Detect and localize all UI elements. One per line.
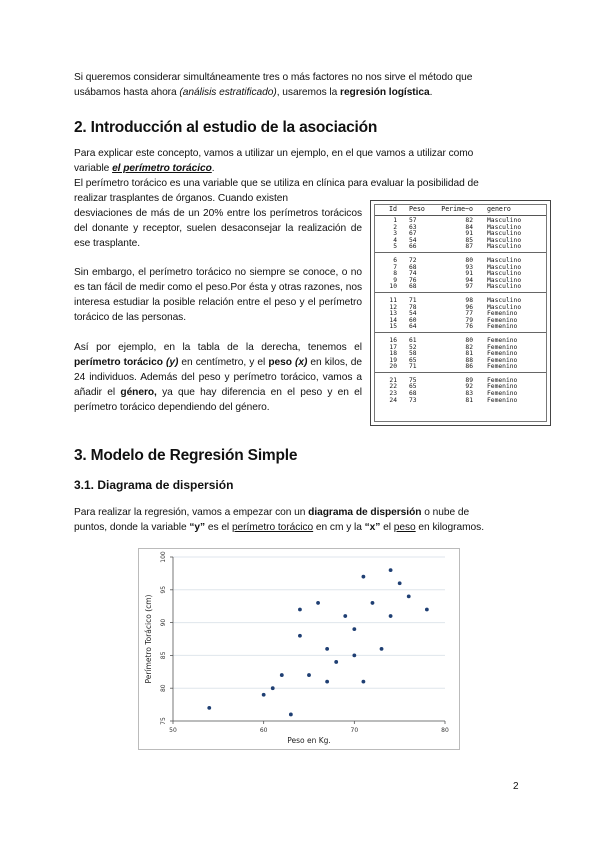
table-cell: Femenino (487, 356, 518, 364)
data-point (289, 713, 293, 717)
table-cell: Masculino (487, 230, 522, 238)
table-cell: 68 (409, 283, 417, 291)
intro-line-1: Si queremos considerar simultáneamente tres o más factores no nos sirve el método que (74, 72, 473, 83)
table-cell: 65 (409, 383, 417, 391)
table-cell: 20 (389, 363, 397, 371)
section-2-title: 2. Introducción al estudio de la asociación (74, 119, 378, 136)
s2-p1-line-1: Para explicar este concepto, vamos a utilizar un ejemplo, en el que vamos a utilizar como (74, 148, 474, 159)
table-cell: 76 (465, 323, 473, 331)
y-tick-label: 100 (160, 551, 167, 563)
table-cell: 67 (409, 230, 417, 238)
y-tick-label: 75 (160, 717, 167, 725)
section-3-paragraph (74, 505, 528, 535)
table-cell: Masculino (487, 217, 522, 224)
table-cell: 13 (389, 310, 397, 318)
x-tick-label: 60 (259, 727, 268, 734)
section-2-paragraph-4 (74, 340, 362, 415)
s3-text: o nube de (421, 507, 470, 518)
table-cell: 87 (465, 243, 473, 251)
table-cell: 23 (389, 390, 397, 398)
table-cell: 22 (389, 383, 397, 391)
table-cell: 66 (409, 243, 417, 251)
scatter-plot-svg (139, 549, 459, 749)
table-cell: 88 (465, 356, 473, 364)
data-point (280, 673, 284, 677)
table-row (375, 338, 546, 345)
table-cell: 57 (409, 217, 417, 224)
table-cell: 12 (389, 303, 397, 311)
table-cell: 76 (409, 276, 417, 284)
x-tick-label: 70 (350, 727, 359, 734)
table-cell: 1 (393, 217, 397, 224)
table-row (375, 378, 546, 385)
table-cell: 54 (409, 236, 417, 244)
table-cell: 3 (393, 230, 397, 238)
intro-text: . (429, 87, 433, 98)
table-cell: Femenino (487, 343, 518, 351)
table-cell: 74 (409, 270, 417, 278)
table-cell: 81 (465, 396, 473, 404)
table-cell: 61 (409, 336, 417, 344)
page-number: 2 (513, 781, 519, 792)
s3-quote-x: “x” (364, 522, 381, 533)
table-cell: 18 (389, 350, 397, 358)
table-cell: 91 (465, 270, 473, 278)
table-cell: 8 (393, 270, 397, 278)
table-cell: Femenino (487, 316, 518, 324)
s2-p4-var-y: (y) (165, 357, 179, 368)
table-cell: 68 (409, 263, 417, 271)
data-point (371, 601, 375, 605)
table-cell: 14 (389, 316, 397, 324)
table-cell: Femenino (487, 310, 518, 318)
data-point (407, 594, 411, 598)
s2-p4-text: ya que hay diferencia en el peso y en el perímetro torácico dependiendo del género. (74, 387, 362, 413)
section-3-title: 3. Modelo de Regresión Simple (74, 447, 298, 464)
table-cell: Femenino (487, 390, 518, 398)
data-point (325, 680, 329, 684)
data-point (298, 608, 302, 612)
data-point (352, 654, 356, 658)
table-cell: Masculino (487, 283, 522, 291)
table-cell: Femenino (487, 363, 518, 371)
s3-text: es el (205, 522, 232, 533)
table-cell: Masculino (487, 243, 522, 251)
s3-quote-y: “y” (189, 522, 206, 533)
table-cell: 52 (409, 343, 417, 351)
intro-paragraph (74, 70, 528, 100)
table-row (375, 358, 546, 365)
s2-p2-line-2: realizar trasplantes de órganos. Cuando existen (74, 193, 288, 204)
table-cell: 2 (393, 223, 397, 231)
table-cell: 63 (409, 223, 417, 231)
intro-emphasis: (análisis estratificado) (179, 87, 277, 98)
intro-text: , usaremos la (276, 87, 341, 98)
data-point (334, 660, 338, 664)
data-point (362, 680, 366, 684)
s3-underlined: peso (393, 522, 416, 533)
table-cell: 65 (409, 356, 417, 364)
table-cell: 10 (389, 283, 397, 291)
table-cell: Masculino (487, 223, 522, 231)
table-cell: 17 (389, 343, 397, 351)
data-point (389, 614, 393, 618)
table-cell: 86 (465, 363, 473, 371)
s3-text: puntos, donde la variable (74, 522, 190, 533)
data-point (262, 693, 266, 697)
x-tick-label: 80 (441, 727, 449, 734)
s3-underlined: perímetro torácico (231, 522, 314, 533)
table-cell: Femenino (487, 336, 518, 344)
data-table (370, 200, 551, 426)
y-tick-label: 80 (160, 684, 167, 693)
table-cell: 94 (465, 276, 473, 284)
s2-p4-var-x: (x) (295, 357, 308, 368)
table-cell: 85 (465, 236, 473, 244)
data-point (207, 706, 211, 710)
table-row (375, 324, 546, 331)
data-point (380, 647, 384, 651)
data-point (343, 614, 347, 618)
table-cell: 4 (393, 236, 397, 244)
s3-text: en kilogramos. (415, 522, 484, 533)
y-tick-label: 95 (160, 585, 167, 594)
table-cell: 21 (389, 376, 397, 384)
s2-p4-text: Así por ejemplo, en la tabla de la derecha, tenemos el (74, 342, 362, 353)
x-axis-label: Peso en Kg. (287, 736, 331, 745)
table-cell: 58 (409, 350, 417, 358)
table-row (375, 351, 546, 358)
table-row (375, 284, 546, 291)
s2-p4-text: en centímetro, y el (178, 357, 269, 368)
table-cell: 83 (465, 390, 473, 398)
intro-line-2 (74, 85, 528, 100)
x-tick-label: 50 (169, 727, 177, 734)
s2-p4-bold: perímetro torácico (74, 357, 163, 368)
table-cell: Femenino (487, 350, 518, 358)
s2-text: variable (74, 163, 113, 174)
table-cell: 92 (465, 383, 473, 391)
data-point (389, 568, 393, 572)
intro-bold: regresión logística (340, 87, 430, 98)
table-cell: 68 (409, 390, 417, 398)
table-header-cell: Peso (409, 205, 425, 213)
table-cell: 79 (465, 316, 473, 324)
data-point (271, 686, 275, 690)
s3-line-2 (74, 520, 528, 535)
table-cell: 93 (465, 263, 473, 271)
data-point (325, 647, 329, 651)
table-cell: 7 (393, 263, 397, 271)
table-cell: 5 (393, 243, 397, 251)
table-cell: 15 (389, 323, 397, 331)
section-2-paragraph-1 (74, 146, 528, 206)
s2-variable-name: el perímetro torácico (112, 163, 212, 174)
table-header-cell: Id (389, 205, 397, 213)
table-cell: 71 (409, 296, 417, 304)
table-cell: 19 (389, 356, 397, 364)
table-cell: Masculino (487, 256, 522, 264)
table-row (375, 305, 546, 312)
table-cell: Masculino (487, 296, 522, 304)
table-cell: 96 (465, 303, 473, 311)
data-point (352, 627, 356, 631)
table-cell: 9 (393, 276, 397, 284)
table-cell: 54 (409, 310, 417, 318)
table-cell: 75 (409, 376, 417, 384)
table-cell: 91 (465, 230, 473, 238)
s2-p1-line-2 (74, 161, 528, 176)
table-cell: Masculino (487, 236, 522, 244)
s2-p4-bold: género, (120, 387, 157, 398)
y-tick-label: 90 (160, 618, 167, 627)
table-header-cell: genero (487, 205, 511, 213)
table-cell: Femenino (487, 323, 518, 331)
table-cell: Femenino (487, 376, 518, 384)
table-cell: 97 (465, 283, 473, 291)
s3-bold: diagrama de dispersión (308, 507, 422, 518)
table-cell: 71 (409, 363, 417, 371)
table-row (375, 318, 546, 325)
table-row-group (375, 298, 546, 333)
table-cell: 16 (389, 336, 397, 344)
table-cell: 64 (409, 323, 417, 331)
s3-text: el (380, 522, 394, 533)
table-cell: 72 (409, 256, 417, 264)
table-cell: 81 (465, 350, 473, 358)
plot-area (173, 557, 445, 721)
table-row (375, 364, 546, 371)
table-row (375, 391, 546, 398)
table-cell: 84 (465, 223, 473, 231)
table-cell: 89 (465, 376, 473, 384)
data-table-inner (374, 204, 547, 422)
data-point (362, 575, 366, 579)
y-tick-label: 85 (160, 651, 167, 660)
table-row (375, 311, 546, 318)
data-point (425, 608, 429, 612)
table-cell: Masculino (487, 263, 522, 271)
s2-p4-bold: peso (268, 357, 292, 368)
table-cell: 77 (465, 310, 473, 318)
data-point (307, 673, 311, 677)
section-2-paragraph-2-rest: desviaciones de más de un 20% entre los perímetros torácicos del donante y receptor, suelen desaconsejar la realización de ese trasplante. (74, 208, 362, 249)
s2-p4-text: en kilos, de 24 individuos. Además del peso y perímetro torácico, vamos a añadir el (74, 357, 363, 398)
s3-line-1 (74, 505, 528, 520)
table-cell: Masculino (487, 276, 522, 284)
table-cell: 98 (465, 296, 473, 304)
table-cell: 11 (389, 296, 397, 304)
table-row (375, 384, 546, 391)
table-cell: 82 (465, 343, 473, 351)
table-row-group (375, 378, 546, 405)
table-row (375, 244, 546, 251)
data-point (398, 581, 402, 585)
table-cell: Femenino (487, 383, 518, 391)
table-cell: 80 (465, 256, 473, 264)
table-row-group (375, 338, 546, 373)
s2-text: . (211, 163, 215, 174)
table-cell: 6 (393, 256, 397, 264)
table-cell: Femenino (487, 396, 518, 404)
table-cell: 80 (465, 336, 473, 344)
y-axis-label: Perímetro Torácico (cm) (144, 594, 153, 684)
data-point (316, 601, 320, 605)
s3-text: Para realizar la regresión, vamos a empezar con un (74, 507, 309, 518)
table-header-cell: Perime~o (441, 205, 473, 213)
scatter-chart (138, 548, 460, 750)
table-row-group (375, 258, 546, 293)
table-cell: Masculino (487, 303, 522, 311)
table-row (375, 398, 546, 405)
table-cell: 60 (409, 316, 417, 324)
table-cell: 24 (389, 396, 397, 404)
table-cell: 78 (409, 303, 417, 311)
table-cell: Masculino (487, 270, 522, 278)
intro-text: usábamos hasta ahora (74, 87, 180, 98)
s2-p2-line-1: El perímetro torácico es una variable que se utiliza en clínica para evaluar la posibilidad de (74, 178, 479, 189)
table-cell: 73 (409, 396, 417, 404)
data-point (298, 634, 302, 638)
s3-text: en cm y la (313, 522, 365, 533)
section-3-1-title: 3.1. Diagrama de dispersión (74, 478, 234, 492)
table-header-row (375, 205, 546, 216)
table-row (375, 345, 546, 352)
section-2-paragraph-3: Sin embargo, el perímetro torácico no siempre se conoce, o no es tan fácil de medir como el peso.Por ésta y otras razones, nos interesa estudiar la posible relación entre el peso y el perímetro torácico de las personas. (74, 267, 362, 323)
table-row-group (375, 218, 546, 253)
table-cell: 82 (465, 217, 473, 224)
